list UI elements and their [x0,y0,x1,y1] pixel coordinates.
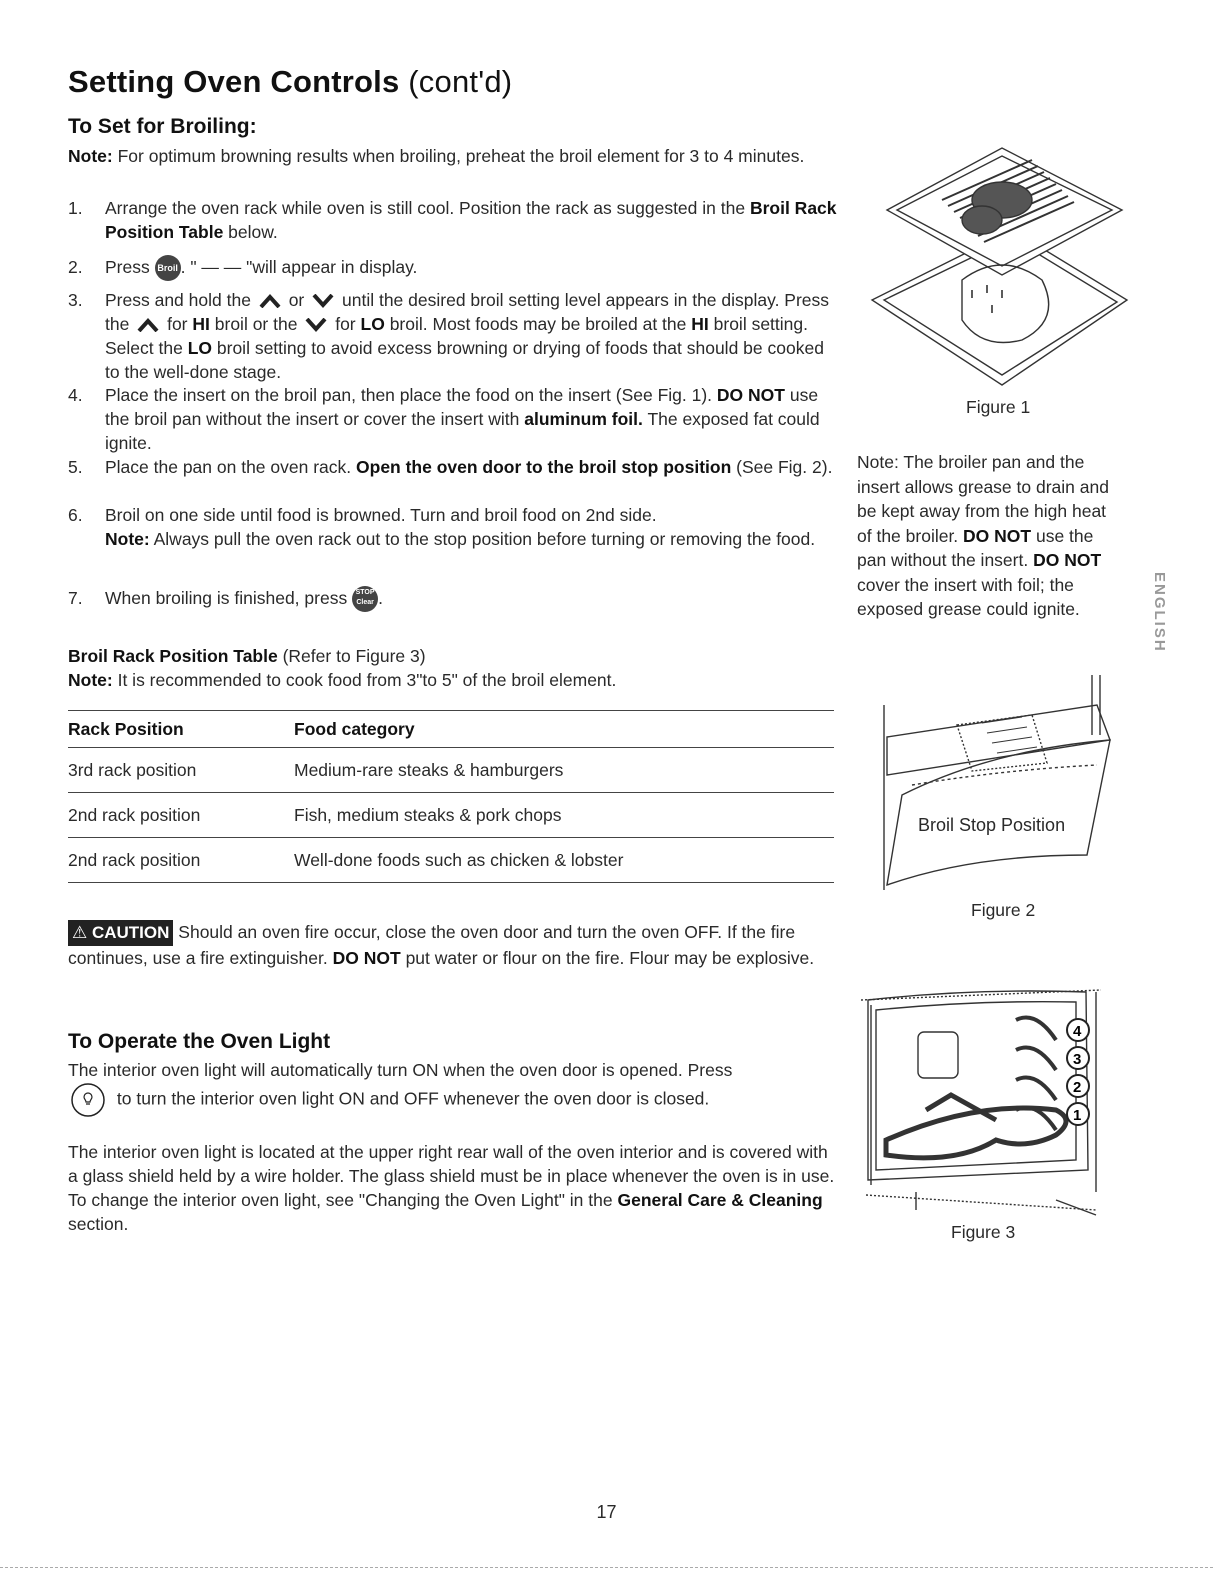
light-heading: To Operate the Oven Light [68,1030,331,1053]
rack-number: 1 [1073,1107,1082,1124]
step-number: 1. [68,198,83,218]
step-number: 6. [68,505,83,525]
step-text: broil. Most foods may be broiled at the [389,314,687,334]
step-text: Broil on one side until food is browned. Turn and broil food on 2nd side. [105,505,657,525]
step-text: below. [223,222,278,242]
arrow-up-icon [259,294,281,308]
step-text: use the broil pan without the insert or cover the insert with [105,385,819,429]
broil-button-icon: Broil [155,255,181,281]
broil-stop-position-figure [872,675,1122,895]
table-cell: 2nd rack position [68,793,294,838]
lo-label: LO [187,338,213,358]
broiling-heading: To Set for Broiling: [68,115,257,138]
broil-pan-figure [862,140,1134,390]
step-text: Place the pan on the oven rack. [105,457,352,477]
step-text: broil setting to avoid excess browning or drying of foods that should be cooked to the well-done stage. [105,338,824,382]
step-6 [68,503,838,551]
light-text: The interior oven light will automatically turn ON when the oven door is opened. Press [68,1060,733,1080]
step-text: or [288,290,305,310]
step-7 [68,586,838,612]
stop-clear-button-icon [352,586,378,612]
table-row [68,793,834,838]
step-bold: Open the oven door to the broil stop position [356,457,732,477]
step-text: for [167,314,188,334]
caution-text: Should an oven fire occur, close the oven door and turn the oven OFF. If the fire continues, use a fire extinguisher. [68,922,796,968]
stop-label: STOP [355,589,375,597]
table-header-row [68,711,834,748]
step-3 [68,288,838,384]
step-number: 3. [68,290,83,310]
figure-2-caption: Figure 2 [971,900,1036,920]
broil-rack-table [68,710,834,883]
note-label: Note: [68,670,113,690]
light-paragraph-1 [68,1058,838,1118]
clear-label: Clear [356,599,374,607]
side-note-text: use the pan without the insert. [857,525,1094,570]
step-2 [68,255,838,281]
step-text: broil or the [214,314,298,334]
light-paragraph-2 [68,1140,838,1236]
step-text: Always pull the oven rack out to the stop position before turning or removing the food. [153,529,816,549]
step-number: 2. [68,257,83,277]
table-cell: 3rd rack position [68,748,294,793]
caution-label: CAUTION [91,923,170,942]
table-intro-note: It is recommended to cook food from 3"to 5" of the broil element. [117,670,617,690]
page-title-suffix: (cont'd) [408,64,513,99]
rack-number: 3 [1073,1051,1082,1068]
step-number: 4. [68,385,83,405]
page-title [68,64,512,100]
note-label: Note: [68,146,113,166]
table-cell: Well-done foods such as chicken & lobster [294,838,834,883]
step-1 [68,196,838,244]
hi-label: HI [691,314,709,334]
table-cell: Medium-rare steaks & hamburgers [294,748,834,793]
side-note [857,450,1119,622]
step-text: The exposed fat could ignite. [105,409,820,453]
do-not-label: DO NOT [963,525,1032,546]
page-title-main: Setting Oven Controls [68,64,400,99]
caution-badge: ⚠ CAUTION [68,920,173,946]
arrow-down-icon [305,318,327,332]
table-cell: 2nd rack position [68,838,294,883]
rack-number: 4 [1073,1023,1082,1040]
lo-label: LO [360,314,385,334]
table-row [68,748,834,793]
table-intro-title: Broil Rack Position Table [68,646,278,666]
caution-block [68,920,838,970]
step-text: . [378,588,383,608]
step-text: Place the insert on the broil pan, then place the food on the insert (See Fig. 1). [105,385,713,405]
broil-stop-position-label: Broil Stop Position [918,815,1066,835]
arrow-down-icon [312,294,334,308]
page-bottom-divider [0,1567,1213,1568]
table-row [68,838,834,883]
step-number: 7. [68,588,83,608]
light-button-icon [68,1082,112,1118]
step-text: until the desired broil setting level appears in the display. Press the [105,290,830,334]
broiling-note [68,144,828,168]
step-text: Press [105,257,150,277]
step-text: (See Fig. 2). [736,457,833,477]
step-text: When broiling is finished, press [105,588,348,608]
side-note-text: cover the insert with foil; the exposed grease could ignite. [857,574,1080,619]
hi-label: HI [192,314,210,334]
note-label: Note: [105,529,150,549]
side-note-text: Note: The broiler pan and the insert allows grease to drain and be kept away from the high heat of the broiler. [857,452,1109,546]
step-text: Press and hold the [105,290,251,310]
table-intro-text: (Refer to Figure 3) [282,646,426,666]
step-text: for [335,314,356,334]
language-side-tab: ENGLISH [1151,572,1168,653]
step-text: broil setting. Select the [105,314,808,358]
light-text: section. [68,1214,129,1234]
step-text: Arrange the oven rack while oven is still cool. Position the rack as suggested in the [105,198,746,218]
do-not-label: DO NOT [332,948,401,968]
step-bold: Broil Rack Position Table [105,198,837,242]
rack-number: 2 [1073,1079,1082,1096]
step-number: 5. [68,457,83,477]
figure-1-caption: Figure 1 [966,397,1031,417]
table-cell: Fish, medium steaks & pork chops [294,793,834,838]
table-header: Food category [294,711,834,748]
step-bold: aluminum foil. [524,409,643,429]
light-text: to turn the interior oven light ON and OFF whenever the oven door is closed. [116,1088,710,1109]
page-number: 17 [596,1502,617,1522]
caution-text: put water or flour on the fire. Flour may be explosive. [405,948,815,968]
step-5 [68,455,838,479]
step-4 [68,383,838,455]
oven-rack-positions-figure [856,970,1106,1220]
step-text: . " — — "will appear in display. [180,257,418,277]
do-not-label: DO NOT [1033,550,1102,570]
table-header: Rack Position [68,711,294,748]
do-not-label: DO NOT [716,385,785,405]
light-text: The interior oven light is located at the upper right rear wall of the oven interior and is covered with a glass shield held by a wire holder. The glass shield must be in place whenever the oven is in use. To change the interior oven light, see "Changing the Oven Light" in the [68,1142,835,1210]
note-text: For optimum browning results when broiling, preheat the broil element for 3 to 4 minutes. [117,146,805,166]
figure-3-caption: Figure 3 [951,1222,1016,1242]
table-intro [68,644,828,692]
arrow-up-icon [137,318,159,332]
light-bold: General Care & Cleaning [617,1190,823,1210]
